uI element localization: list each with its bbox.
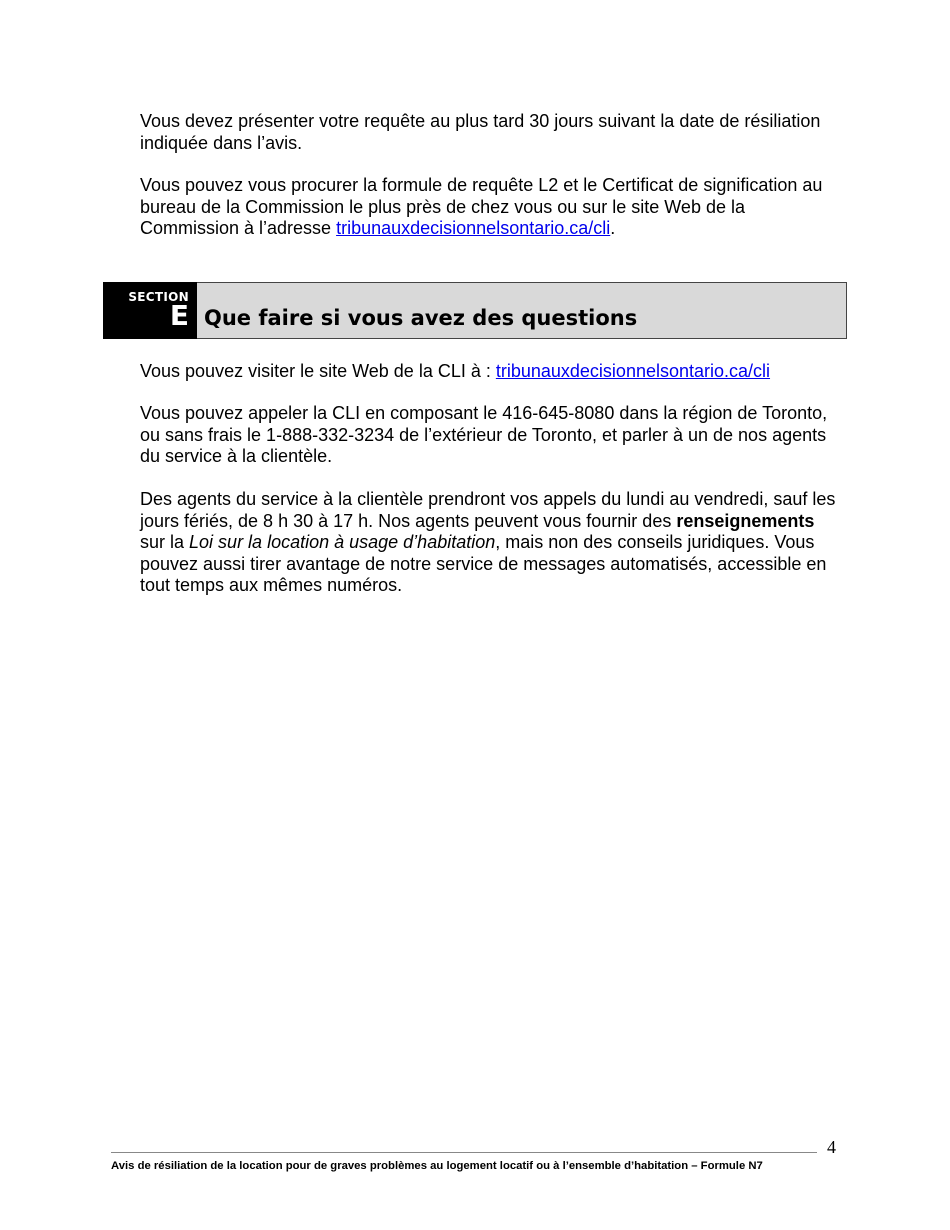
phone-text: Vous pouvez appeler la CLI en composant le 416-645-8080 dans la région de Toronto, ou sans frais le 1-888-332-3234 de l’extérieur de Toronto, et parler à un de nos agents du service à la clientèle. (140, 403, 828, 466)
section-title: Que faire si vous avez des questions (204, 306, 638, 330)
website-paragraph (140, 361, 840, 383)
section-label: SECTION (128, 290, 189, 304)
page-number: 4 (827, 1137, 836, 1157)
act-title: Loi sur la location à usage d’habitation (189, 532, 496, 552)
deadline-text: Vous devez présenter votre requête au plus tard 30 jours suivant la date de résiliation indiquée dans l’avis. (140, 111, 821, 153)
section-e-header (103, 282, 847, 339)
footer-form-title: Avis de résiliation de la location pour de graves problèmes au logement locatif ou à l’ensemble d’habitation – Formule N7 (111, 1160, 763, 1172)
ltb-website-link[interactable]: tribunauxdecisionnelsontario.ca/cli (495, 361, 771, 381)
hours-text-part3: , mais non des conseils juridiques. Vous pouvez aussi tirer avantage de notre service de messages automatisés, accessible en tout temps aux mêmes numéros. (140, 532, 827, 595)
phone-paragraph (140, 403, 840, 468)
form-availability-period: . (610, 218, 616, 238)
form-availability-text: Vous pouvez vous procurer la formule de requête L2 et le Certificat de signification au bureau de la Commission le plus près de chez vous ou sur le site Web de la Commission à l’adresse (140, 175, 823, 238)
tribunal-website-link[interactable]: tribunauxdecisionnelsontario.ca/cli (336, 218, 611, 238)
deadline-paragraph (140, 111, 840, 154)
section-tab (103, 282, 197, 339)
hours-text-part2: sur la (140, 532, 190, 552)
website-text: Vous pouvez visiter le site Web de la CLI à : (140, 361, 496, 381)
section-letter: E (169, 299, 189, 332)
form-availability-paragraph (140, 175, 840, 240)
hours-text-part1: Des agents du service à la clientèle prendront vos appels du lundi au vendredi, sauf les jours fériés, de 8 h 30 à 17 h. Nos agents peuvent vous fournir des (140, 489, 836, 531)
hours-text-bold: renseignements (676, 510, 815, 531)
hours-paragraph (140, 489, 840, 597)
footer-divider (111, 1152, 817, 1153)
